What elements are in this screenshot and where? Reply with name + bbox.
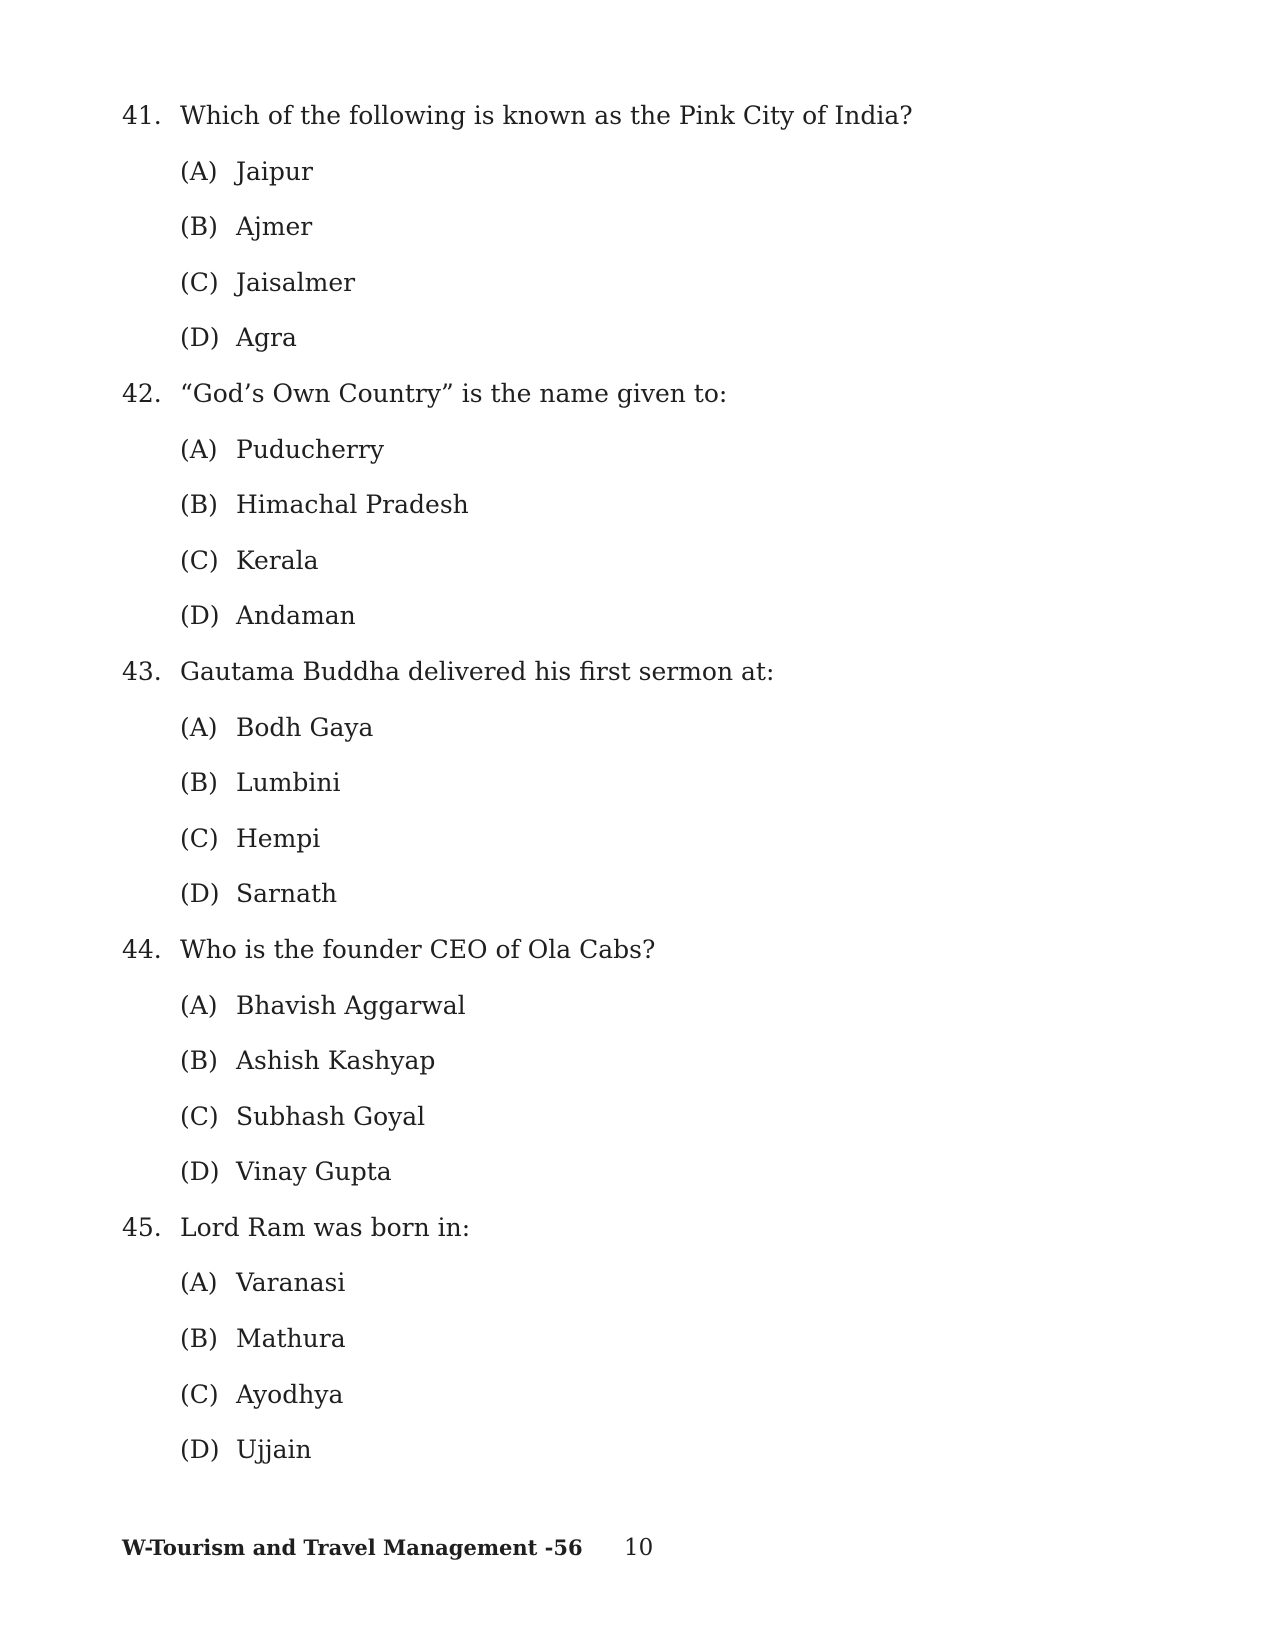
- option-label: (D): [180, 1157, 220, 1187]
- question-stem: [122, 922, 1122, 978]
- question-number: 43.: [122, 656, 162, 686]
- option-b: [122, 199, 1122, 255]
- option-text: Jaipur: [236, 156, 313, 186]
- option-label: (D): [180, 1435, 220, 1465]
- option-d: [122, 310, 1122, 366]
- option-b: [122, 1033, 1122, 1089]
- option-d: [122, 1422, 1122, 1478]
- question-41: [122, 88, 1122, 366]
- option-label: (C): [180, 823, 219, 853]
- option-label: (C): [180, 267, 219, 297]
- option-label: (B): [180, 1046, 218, 1076]
- option-text: Andaman: [236, 601, 356, 631]
- page-number: 10: [624, 1535, 654, 1561]
- option-label: (A): [180, 156, 218, 186]
- option-label: (B): [180, 1324, 218, 1354]
- option-a: [122, 144, 1122, 200]
- option-c: [122, 1089, 1122, 1145]
- option-c: [122, 1367, 1122, 1423]
- option-label: (D): [180, 601, 220, 631]
- option-a: [122, 700, 1122, 756]
- question-45: [122, 1200, 1122, 1478]
- page-footer: [122, 1528, 1122, 1568]
- option-label: (A): [180, 990, 218, 1020]
- question-text: Gautama Buddha delivered his first sermon at:: [180, 656, 775, 686]
- option-label: (B): [180, 768, 218, 798]
- question-number: 44.: [122, 934, 162, 964]
- footer-title: W-Tourism and Travel Management -56: [122, 1535, 583, 1560]
- option-text: Mathura: [236, 1324, 346, 1354]
- question-number: 45.: [122, 1212, 162, 1242]
- option-label: (C): [180, 1101, 219, 1131]
- option-text: Ajmer: [236, 212, 313, 242]
- option-d: [122, 866, 1122, 922]
- question-44: [122, 922, 1122, 1200]
- question-stem: [122, 1200, 1122, 1256]
- question-text: Lord Ram was born in:: [180, 1212, 471, 1242]
- option-text: Bodh Gaya: [236, 712, 374, 742]
- option-c: [122, 255, 1122, 311]
- question-stem: [122, 644, 1122, 700]
- option-label: (A): [180, 1268, 218, 1298]
- question-list: [122, 88, 1122, 1478]
- option-b: [122, 1311, 1122, 1367]
- option-label: (B): [180, 212, 218, 242]
- option-a: [122, 422, 1122, 478]
- option-text: Subhash Goyal: [236, 1101, 426, 1131]
- question-text: “God’s Own Country” is the name given to:: [180, 378, 728, 408]
- option-label: (A): [180, 712, 218, 742]
- option-text: Ashish Kashyap: [236, 1046, 436, 1076]
- question-stem: [122, 366, 1122, 422]
- question-text: Which of the following is known as the Pink City of India?: [180, 101, 913, 130]
- option-text: Jaisalmer: [236, 267, 356, 297]
- option-a: [122, 978, 1122, 1034]
- option-c: [122, 811, 1122, 867]
- option-a: [122, 1255, 1122, 1311]
- option-text: Vinay Gupta: [236, 1157, 392, 1187]
- option-text: Ujjain: [236, 1435, 312, 1465]
- question-43: [122, 644, 1122, 922]
- option-b: [122, 477, 1122, 533]
- question-number: 41.: [122, 101, 162, 130]
- option-text: Kerala: [236, 545, 319, 575]
- question-42: [122, 366, 1122, 644]
- option-label: (B): [180, 490, 218, 520]
- option-text: Lumbini: [236, 768, 341, 798]
- option-label: (D): [180, 323, 220, 353]
- option-c: [122, 533, 1122, 589]
- option-label: (D): [180, 879, 220, 909]
- option-b: [122, 755, 1122, 811]
- option-text: Ayodhya: [236, 1379, 344, 1409]
- question-stem: [122, 88, 1122, 144]
- option-text: Bhavish Aggarwal: [236, 990, 466, 1020]
- option-text: Agra: [236, 323, 297, 353]
- option-text: Himachal Pradesh: [236, 490, 469, 520]
- option-d: [122, 588, 1122, 644]
- question-number: 42.: [122, 378, 162, 408]
- option-text: Puducherry: [236, 434, 384, 464]
- option-text: Varanasi: [236, 1268, 346, 1298]
- question-text: Who is the founder CEO of Ola Cabs?: [180, 934, 656, 964]
- option-label: (A): [180, 434, 218, 464]
- option-text: Sarnath: [236, 879, 338, 909]
- option-label: (C): [180, 1379, 219, 1409]
- option-label: (C): [180, 545, 219, 575]
- option-d: [122, 1144, 1122, 1200]
- option-text: Hempi: [236, 823, 321, 853]
